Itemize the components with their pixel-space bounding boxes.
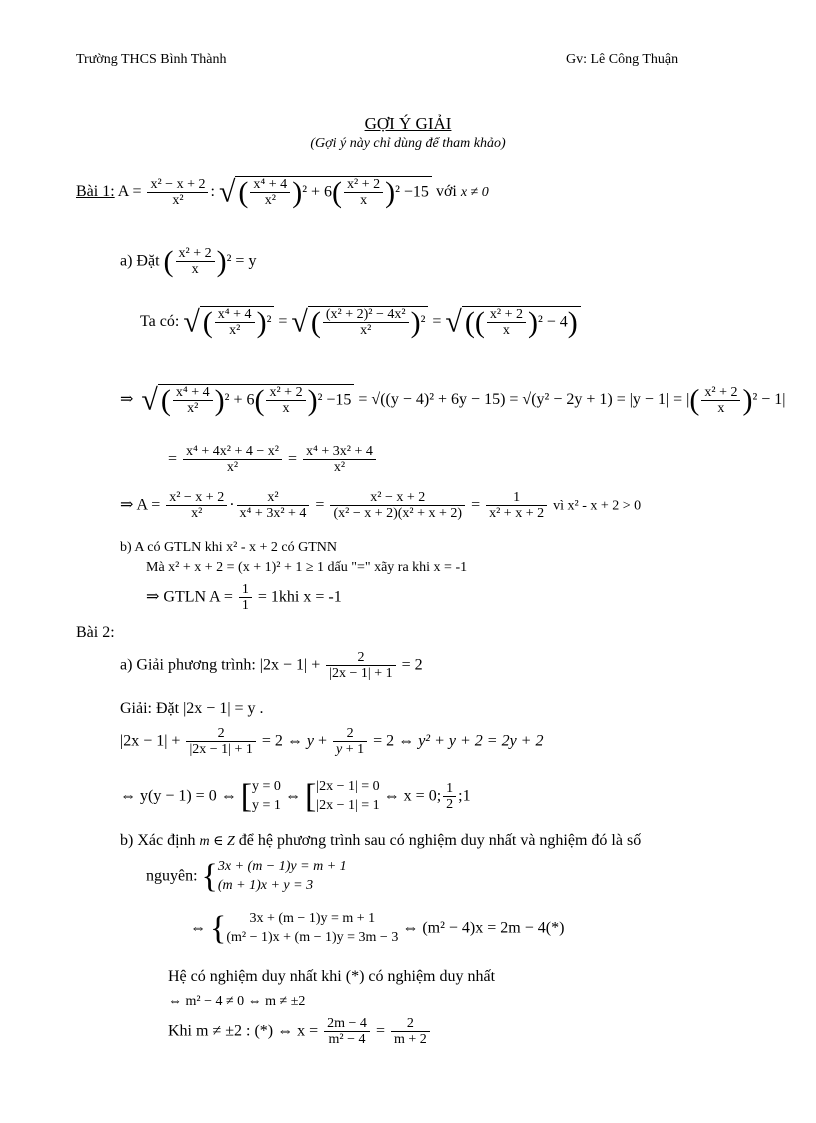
a-label: a) Đặt [120,252,160,270]
gtln-label: ⇒ GTLN A = [146,588,233,606]
bai2-a-title: a) Giải phương trình: [120,656,256,674]
bai2-solve: ⇔ y(y − 1) = 0 ⇔ [y = 0 y = 1 ⇔ [|2x − 1| = 0 |2x − 1| = 1 ⇔ x = 0; $\frac{1}{2}$ ;1 [120,777,471,815]
result-tail: ;1 [458,787,471,805]
bai1-b-line1: b) A có GTLN khi x² - x + 2 có GTNN [120,540,338,555]
page-title: GỢI Ý GIẢI [364,114,452,133]
nguyen-label: nguyên: [146,867,198,885]
bai1-a-substitution: a) Đặt ( $\frac{\text{x² + 2}}{x}$ )² = y [120,244,257,278]
b-rest: để hệ phương trình sau có nghiệm duy nhất và nghiệm đó là số [238,832,642,849]
voi-text: với [435,183,457,201]
bai2-khi: Khi m ≠ ±2 : (*) ⇔ x = $\frac{2m - 4}{\text{m² − 4}}$ = $\frac{2}{m + 2}$ [168,1016,432,1048]
bai2-b-line1 [120,832,641,850]
bai2-a-equation: a) Giải phương trình: |2x − 1| + $\frac{2}{|2x - 1| + 1}$ = 2 [120,650,423,682]
ineq-text: vì x² - x + 2 > 0 [553,498,642,514]
cond-m: ⇔ m² − 4 ≠ 0 ⇔ m ≠ ±2 [168,994,306,1009]
gtln-result: = 1khi x = -1 [257,588,342,606]
khi-label: Khi m ≠ ±2 : (*) [168,1022,274,1040]
page-subtitle: (Gợi ý này chỉ dùng để tham khảo) [310,136,506,151]
bai2-system-2: ⇔ { 3x + (m − 1)y = m + 1 (m² − 1)x + (m − 1)y = 3m − 3 ⇔ (m² − 4)x = 2m − 4(*) [190,909,565,947]
bai1-a-result: ⇒ A = $\frac{\text{x² − x + 2}}{\text{x²}}$ · $\frac{\text{x²}}{\text{x⁴ + 3x² + 4}}$ = $\frac{\text{x² − x + 2}}{\text{(x² − x + 2)(x² + x + 2)}}$ = $\frac{1}{\text{x² + x + 2}}$ vì x² - x + 2 > 0 [120,490,642,522]
bai1-label: Bài 1: [76,183,115,201]
b-prefix: b) Xác định [120,832,196,849]
he-co-text: Hệ có nghiệm duy nhất khi (*) có nghiệm duy nhất [168,968,496,985]
bai1-simplify: = $\frac{\text{x⁴ + 4x² + 4 − x²}}{\text{x²}}$ = $\frac{\text{x⁴ + 3x² + 4}}{\text{x²}}$ [168,444,378,476]
bai2-system: nguyên: {3x + (m − 1)y = m + 1 (m + 1)x + y = 3 [146,857,347,895]
m-in-z: m ∈ Z [199,834,235,849]
school-name: Trường THCS Bình Thành [76,52,227,67]
bai1-implication: ⇒ √ ( $\frac{\text{x⁴ + 4}}{\text{x²}}$ )² + 6( $\frac{\text{x² + 2}}{x}$ )² −15 = √((y − 4)² + 6y − 15) = √(y² − 2y + 1) = |y − 1| = |( $\frac{\text{x² + 2}}{x}$ )² − 1| [120,383,786,417]
giai-label: Giải: Đặt [120,700,180,717]
bai2-transform: |2x − 1| + $\frac{2}{|2x - 1| + 1}$ = 2 ⇔ y + $\frac{2}{y + 1}$ = 2 ⇔ y² + y + 2 = 2y + 2 [120,726,544,758]
bai2-giai: Giải: Đặt |2x − 1| = y . [120,700,264,717]
bai1-ta-co: Ta có: √ ( $\frac{\text{x⁴ + 4}}{\text{x²}}$ )² = √ ( $\frac{\text{(x² + 2)² − 4x²}}{\text{x²}}$ )² = √ (( $\frac{\text{x² + 2}}{x}$ )² − 4) [140,306,581,339]
teacher-name: Gv: Lê Công Thuận [566,52,679,67]
ta-co-label: Ta có: [140,313,180,331]
bai1-b-line3: ⇒ GTLN A = $\frac{1}{1}$ = 1khi x = -1 [146,582,342,614]
bai1-b-line2: Mà x² + x + 2 = (x + 1)² + 1 ≥ 1 dấu "=" xãy ra khi x = -1 [146,560,468,575]
bai1-formula: Bài 1: A = $\frac{\text{x² − x + 2}}{\text{x²}}$ : √ ( $\frac{\text{x⁴ + 4}}{\text{x²}}$ )² + 6( $\frac{\text{x² + 2}}{x}$ )² −15 với x ≠ 0 [76,175,489,209]
condition: x ≠ 0 [460,185,489,201]
bai2-label: Bài 2: [76,624,115,641]
result-text: ⇔ x = 0; [383,787,442,805]
